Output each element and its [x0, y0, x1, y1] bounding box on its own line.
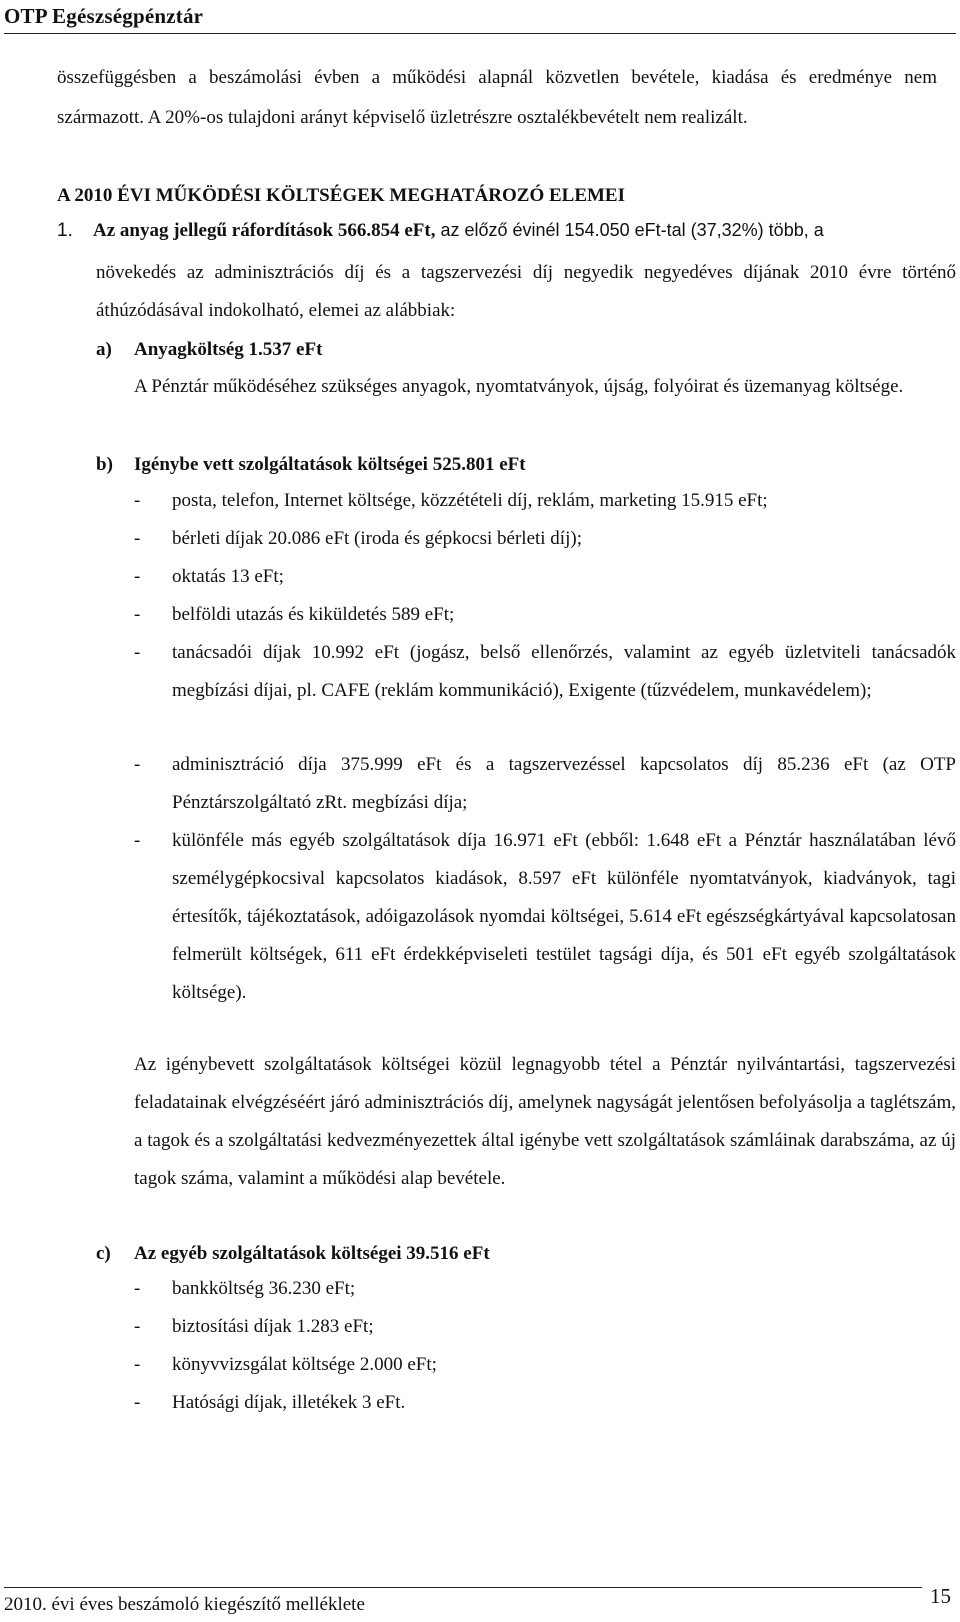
dash-marker: - — [134, 528, 141, 549]
list-item — [134, 1308, 956, 1346]
list-item — [134, 634, 956, 710]
sub-a-heading — [96, 338, 322, 362]
sub-a-title: Anyagköltség 1.537 eFt — [134, 339, 323, 360]
sub-c-heading — [96, 1242, 490, 1266]
sub-b-title: Igénybe vett szolgáltatások költségei 525.801 eFt — [134, 454, 526, 475]
list-item-text: posta, telefon, Internet költsége, közzétételi díj, reklám, marketing 15.915 eFt; — [172, 490, 768, 511]
list-item — [134, 558, 956, 596]
page-number: 15 — [930, 1584, 951, 1608]
dash-marker: - — [134, 830, 141, 851]
sub-b-heading — [96, 453, 526, 477]
header-title: OTP Egészségpénztár — [4, 4, 204, 28]
list-item-text: bankköltség 36.230 eFt; — [172, 1278, 356, 1299]
item1-continuation: növekedés az adminisztrációs díj és a tagszervezési díj negyedik negyedéves díjának 2010 évre történő áthúzódásával indokolható, elemei az alábbiak: — [96, 262, 956, 321]
list-item-text: belföldi utazás és kiküldetés 589 eFt; — [172, 604, 455, 625]
dash-marker: - — [134, 1278, 141, 1299]
list-item-text: adminisztráció díja 375.999 eFt és a tagszervezéssel kapcsolatos díj 85.236 eFt (az OTP Pénztárszolgáltató zRt. megbízási díja; — [172, 754, 956, 813]
list-item — [134, 482, 956, 520]
item1-heading-line — [57, 218, 824, 243]
list-item — [134, 1384, 956, 1422]
sub-b-letter: b) — [96, 454, 113, 475]
dash-marker: - — [134, 642, 141, 663]
sub-c-title: Az egyéb szolgáltatások költségei 39.516 eFt — [134, 1243, 490, 1264]
header-rule — [4, 33, 956, 34]
item1-title: Az anyag jellegű ráfordítások 566.854 eFt, — [93, 220, 436, 241]
sub-c-letter: c) — [96, 1243, 111, 1264]
list-item — [134, 1346, 956, 1384]
list-item-text: oktatás 13 eFt; — [172, 566, 284, 587]
dash-marker: - — [134, 566, 141, 587]
dash-marker: - — [134, 490, 141, 511]
dash-marker: - — [134, 1354, 141, 1375]
list-item-text: Hatósági díjak, illetékek 3 eFt. — [172, 1392, 406, 1413]
footer-rule — [4, 1587, 922, 1588]
item1-line-rest: az előző évinél 154.050 eFt-tal (37,32%) több, a — [435, 220, 824, 240]
list-item — [134, 1270, 956, 1308]
list-item — [134, 822, 956, 1012]
list-item-text: bérleti díjak 20.086 eFt (iroda és gépkocsi bérleti díj); — [172, 528, 582, 549]
list-item-text: különféle más egyéb szolgáltatások díja 16.971 eFt (ebből: 1.648 eFt a Pénztár használatában lévő személygépkocsival kapcsolatos kiadások, 8.597 eFt különféle nyomtatványok, kiadványok, tagi értesítők, tájékoztatások, adóigazolások nyomdai költségei, 5.614 eFt egészségkártyával kapcsolatosan felmerült költségek, 611 eFt érdekképviseleti testület tagsági díja, és 501 eFt egyéb szolgáltatások költsége). — [172, 830, 956, 1003]
dash-marker: - — [134, 1392, 141, 1413]
list-item — [134, 596, 956, 634]
list-item — [134, 520, 956, 558]
dash-marker: - — [134, 754, 141, 775]
list-item-text: könyvvizsgálat költsége 2.000 eFt; — [172, 1354, 437, 1375]
sub-b-note: Az igénybevett szolgáltatások költségei közül legnagyobb tétel a Pénztár nyilvántartási, tagszervezési feladatainak elvégzéséért járó adminisztrációs díj, amelynek nagyságát jelentősen befolyásolja a taglétszám, a tagok és a szolgáltatási kedvezményezettek által igénybe vett szolgáltatások számláinak darabszáma, az új tagok száma, valamint a működési alap bevétele. — [134, 1054, 956, 1189]
footer-title: 2010. évi éves beszámoló kiegészítő melléklete — [4, 1594, 365, 1615]
intro-paragraph: összefüggésben a beszámolási évben a működési alapnál közvetlen bevétele, kiadása és eredménye nem származott. A 20%-os tulajdoni arányt képviselő üzletrészre osztalékbevételt nem realizált. — [57, 67, 937, 128]
list-item — [134, 746, 956, 822]
dash-marker: - — [134, 604, 141, 625]
page-header — [4, 2, 956, 32]
list-item-text: tanácsadói díjak 10.992 eFt (jogász, belső ellenőrzés, valamint az egyéb üzletviteli tanácsadók megbízási díjai, pl. CAFE (reklám kommunikáció), Exigente (tűzvédelem, munkavédelem); — [172, 642, 956, 701]
dash-marker: - — [134, 1316, 141, 1337]
item1-number: 1. — [57, 220, 73, 241]
section-title: A 2010 ÉVI MŰKÖDÉSI KÖLTSÉGEK MEGHATÁROZÓ ELEMEI — [57, 185, 625, 206]
sub-a-text: A Pénztár működéséhez szükséges anyagok, nyomtatványok, újság, folyóirat és üzemanyag költsége. — [134, 376, 904, 397]
sub-a-letter: a) — [96, 339, 112, 360]
list-item-text: biztosítási díjak 1.283 eFt; — [172, 1316, 374, 1337]
